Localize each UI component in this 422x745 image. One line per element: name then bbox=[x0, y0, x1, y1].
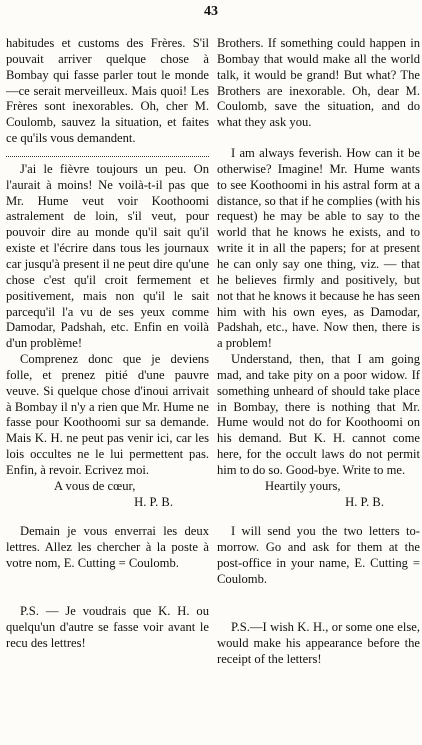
english-paragraph-2: I am always feverish. How can it be otherwise? Imagine! Mr. Hume wants to see Koothoomi in his astral form at a distance, so that if he complies (with his request) he may be able to say to the world that he knows he exists, and to write it in all the papers; for at present he can only say one thing, viz. — that he believes firmly and positively, but not that he knows it because he has seen him with his own eyes, as Damodar, Padshah, etc., have. Now then, there is a problem! bbox=[217, 146, 420, 351]
french-ps: P.S. — Je voudrais que K. H. ou quelqu'un d'autre se fasse voir avant le recu des lettres! bbox=[6, 604, 209, 650]
french-paragraph-1: habitudes et customs des Frères. S'il pouvait arriver quelque chose à Bombay qui fasse parler tout le monde—ce serait merveilleux. Mais quoi! Les Frères sont inexorables. Oh, cher M. Coulomb, sauvez la situation, et faites ce qu'ils vous demandent. bbox=[6, 36, 209, 146]
french-paragraph-2: J'ai le fièvre toujours un peu. On l'aurait à moins! Ne voilà-t-il pas que Mr. Hume veut voir Koothoomi astralement de loin, s'il veut, pour pouvoir dire au monde qu'il sait qu'il existe et l'écrire dans tous les journaux car jusqu'à present il ne peut dire qu'une chose c'est qu'il croit fermement et positivement, mais non qu'il le sait parcequ'il l'a vu de ses yeux comme Damodar, Padshah, etc. Enfin en voilà d'un problème! bbox=[6, 161, 209, 351]
english-column bbox=[217, 36, 420, 742]
french-paragraph-3: Comprenez donc que je deviens folle, et prenez pitié d'une pauvre veuve. Si quelque chose d'inoui arrivait à Bombay il n'y a rien que Mr. Hume ne fasse pour Koothoomi sur sa demande. Mais K. H. ne peut pas venir ici, car les lois occultes ne le lui permettent pas. Enfin, à revoir. Ecrivez moi. bbox=[6, 352, 209, 477]
french-postscript-note: Demain je vous enverrai les deux lettres. Allez les chercher à la poste à votre nom, E. Cutting = Coulomb. bbox=[6, 524, 209, 571]
page-number: 43 bbox=[204, 4, 218, 19]
french-signature: H. P. B. bbox=[134, 494, 173, 509]
dotted-separator bbox=[6, 156, 209, 157]
english-paragraph-3: Understand, then, that I am going mad, and take pity on a poor widow. If something unheard of should take place in Bombay, there is nothing that Mr. Hume would not do for Koothoomi on his demand. But K. H. cannot come here, for the occult laws do not permit him to do so. Good-bye. Write to me. bbox=[217, 352, 420, 477]
french-column bbox=[6, 36, 209, 742]
english-closing: Heartily yours, bbox=[265, 478, 341, 493]
english-paragraph-1: Brothers. If something could happen in Bombay that would make all the world talk, it would be grand! But what? The Brothers are inexorable. Oh, dear M. Coulomb, save the situation, and do what they ask you. bbox=[217, 36, 420, 130]
english-signature: H. P. B. bbox=[345, 494, 384, 509]
column-spacer bbox=[217, 140, 420, 141]
english-ps: P.S.—I wish K. H., or some one else, would make his appearance before the receipt of the letters! bbox=[217, 619, 420, 666]
english-postscript-note: I will send you the two letters to-morrow. Go and ask for them at the post-office in your name, E. Cutting = Coulomb. bbox=[217, 524, 420, 586]
french-closing: A vous de cœur, bbox=[54, 478, 136, 493]
